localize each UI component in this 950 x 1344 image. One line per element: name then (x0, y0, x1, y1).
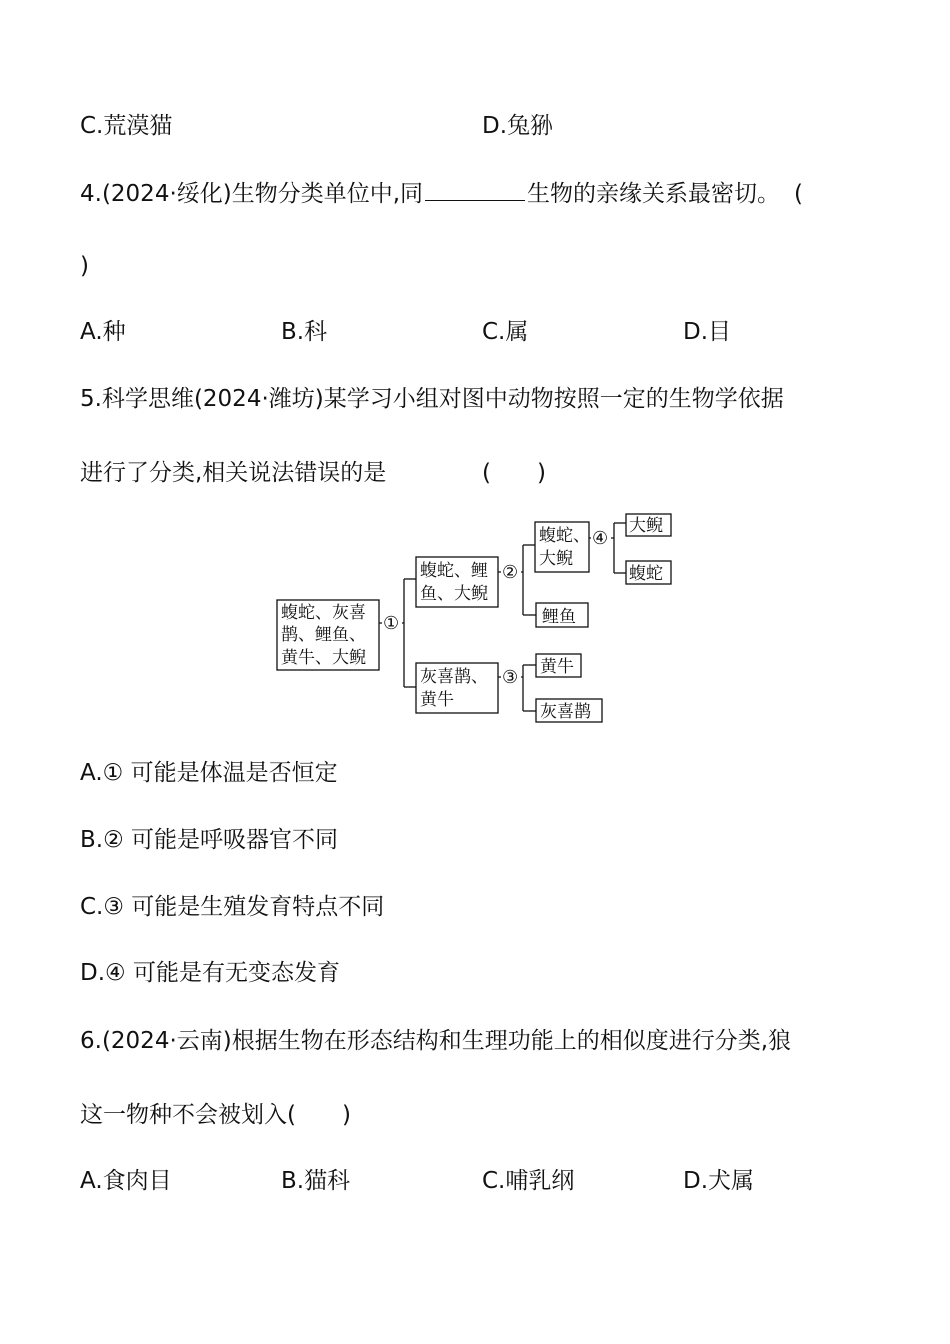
upper-text-line1: 蝮蛇、鲤 (420, 561, 488, 581)
q4-option-a: A.种 (80, 319, 126, 345)
q5-stem-line1: 5.科学思维(2024·潍坊)某学习小组对图中动物按照一定的生物学依据 (80, 386, 784, 412)
split-label-4: ④ (592, 528, 609, 549)
q4-stem (80, 178, 803, 209)
q6-option-c: C.哺乳纲 (482, 1168, 575, 1194)
root-text-line2: 鹊、鲤鱼、 (281, 625, 366, 645)
q4-stem-part-b: 生物的亲缘关系最密切。 (527, 181, 781, 207)
leaf-dani: 大鲵 (629, 516, 663, 536)
leaf-fushe: 蝮蛇 (629, 564, 663, 584)
upper-text-line2: 鱼、大鲵 (420, 584, 488, 604)
q6-stem-line2: 这一物种不会被划入( ) (80, 1102, 351, 1128)
q4-paren-open: ( (794, 181, 804, 207)
split-label-3: ③ (502, 667, 519, 688)
leaf-liyu: 鲤鱼 (542, 607, 576, 627)
q6-option-b: B.猫科 (281, 1168, 351, 1194)
split-label-1: ① (383, 613, 400, 634)
q4-option-c: C.属 (482, 319, 529, 345)
root-text-line3: 黄牛、大鲵 (281, 648, 366, 668)
q4-paren-close: ) (80, 253, 89, 279)
q3-option-d: D.兔狲 (482, 113, 554, 139)
leaf-huangniu: 黄牛 (540, 657, 574, 677)
lower-text-line1: 灰喜鹊、 (420, 667, 488, 687)
lower-text-line2: 黄牛 (420, 690, 454, 710)
q6-stem-line1: 6.(2024·云南)根据生物在形态结构和生理功能上的相似度进行分类,狼 (80, 1028, 792, 1054)
upper-upper-text-line1: 蝮蛇、 (539, 526, 590, 546)
root-text-line1: 蝮蛇、灰喜 (281, 603, 366, 623)
upper-upper-text-line2: 大鲵 (539, 549, 573, 569)
q5-stem-line2 (80, 458, 546, 488)
q5-option-d: D.④ 可能是有无变态发育 (80, 960, 340, 986)
q4-answer-blank (425, 178, 525, 201)
q5-option-c: C.③ 可能是生殖发育特点不同 (80, 894, 385, 920)
q4-option-d: D.目 (683, 319, 732, 345)
q5-stem-text: 进行了分类,相关说法错误的是 (80, 460, 387, 486)
classification-diagram (270, 505, 680, 727)
split-label-2: ② (502, 562, 519, 583)
q4-stem-part-a: 4.(2024·绥化)生物分类单位中,同 (80, 181, 424, 207)
q4-option-b: B.科 (281, 319, 328, 345)
q5-option-b: B.② 可能是呼吸器官不同 (80, 827, 339, 853)
leaf-huixique: 灰喜鹊 (540, 702, 591, 722)
q3-option-c: C.荒漠猫 (80, 113, 173, 139)
q6-option-a: A.食肉目 (80, 1168, 172, 1194)
q5-answer-paren: ( ) (482, 460, 546, 486)
q5-option-a: A.① 可能是体温是否恒定 (80, 760, 338, 786)
q6-option-d: D.犬属 (683, 1168, 755, 1194)
